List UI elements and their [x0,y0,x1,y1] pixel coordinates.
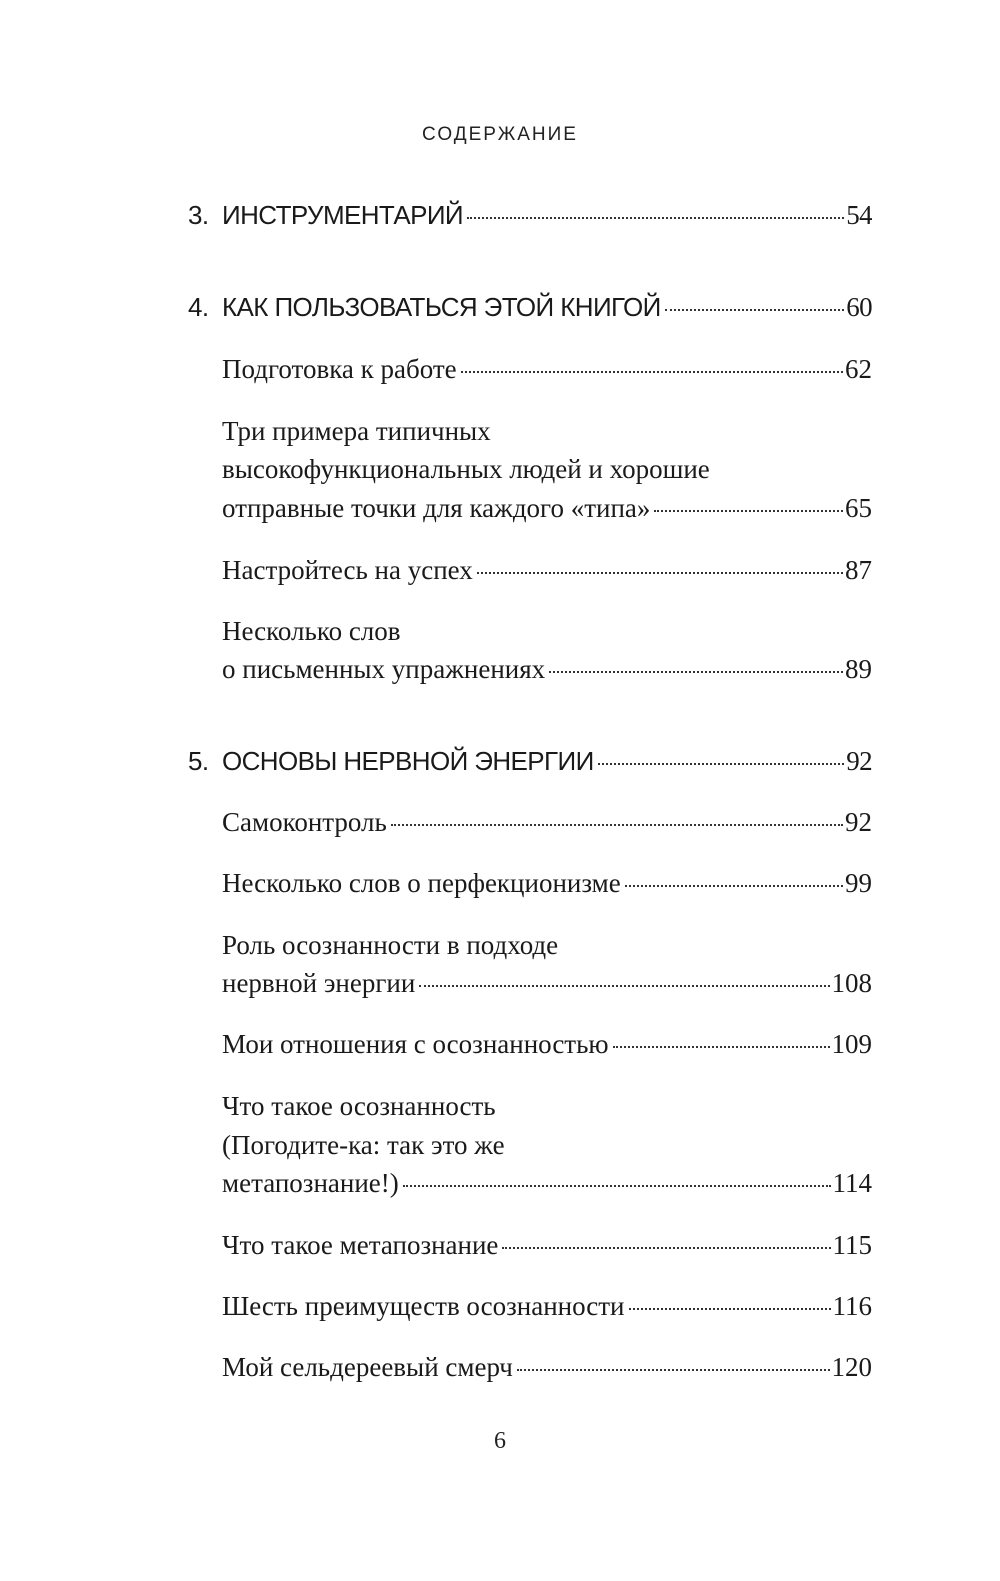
chapter-number: 4. [188,292,209,322]
page-number: 108 [831,968,872,998]
section-title-line: (Погодите-ка: так это же [222,1130,505,1160]
toc-chapter-3[interactable] [188,200,872,231]
dot-leader [419,985,829,987]
toc-chapter-4[interactable] [188,292,872,323]
dot-leader [467,217,844,219]
page-number: 109 [831,1029,872,1059]
page-header: СОДЕРЖАНИЕ [422,124,578,145]
section-title-line: Что такое осознанность [222,1091,496,1121]
dot-leader [502,1247,830,1249]
section-title: Настройтесь на успех [222,555,473,585]
dot-leader [517,1369,830,1371]
dot-leader [613,1046,830,1048]
page-number: 65 [845,493,872,523]
section-title: Мой сельдереевый смерч [222,1352,513,1382]
dot-leader [403,1185,831,1187]
toc-section-success[interactable] [222,555,872,586]
toc-section-what-is-mindfulness[interactable] [222,1168,872,1199]
section-title: отправные точки для каждого «типа» [222,493,651,523]
section-title: Несколько слов о перфекционизме [222,868,621,898]
page-number: 115 [832,1230,872,1260]
dot-leader [391,824,843,826]
dot-leader [598,763,844,765]
chapter-number: 5. [188,746,209,776]
dot-leader [625,885,843,887]
page-number: 54 [846,200,872,230]
toc-section-three-examples[interactable] [222,493,872,524]
chapter-number: 3. [188,200,209,230]
page-number: 92 [845,807,872,837]
section-title: Самоконтроль [222,807,387,837]
dot-leader [549,671,843,673]
section-title: нервной энергии [222,968,416,998]
page-number: 87 [845,555,872,585]
chapter-title: ОСНОВЫ НЕРВНОЙ ЭНЕРГИИ [222,746,594,776]
toc-section-mindfulness-role[interactable] [222,968,872,999]
page-number: 120 [831,1352,872,1382]
dot-leader [654,510,843,512]
toc-section-self-control[interactable] [222,807,872,838]
page-number: 114 [832,1168,872,1198]
page-number: 89 [845,654,872,684]
toc-section-my-relationship[interactable] [222,1029,872,1060]
section-title-line: высокофункциональных людей и хорошие [222,454,710,484]
toc-section-writing-exercises[interactable] [222,654,872,685]
toc-section-six-benefits[interactable] [222,1291,872,1322]
toc-chapter-5[interactable] [188,746,872,777]
dot-leader [665,309,844,311]
section-title: Подготовка к работе [222,354,457,384]
folio-page-number: 6 [494,1428,506,1454]
section-title-line: Несколько слов [222,616,401,646]
section-title: Мои отношения с осознанностью [222,1029,609,1059]
toc-section-celery-tornado[interactable] [222,1352,872,1383]
section-title: Что такое метапознание [222,1230,499,1260]
toc-section-preparation[interactable] [222,354,872,385]
page-number: 92 [846,746,872,776]
dot-leader [461,371,843,373]
dot-leader [629,1308,831,1310]
chapter-title: ИНСТРУМЕНТАРИЙ [222,200,463,230]
section-title-line: Роль осознанности в подходе [222,930,559,960]
dot-leader [477,572,843,574]
section-title: метапознание!) [222,1168,399,1198]
section-title: Шесть преимуществ осознанности [222,1291,625,1321]
chapter-title: КАК ПОЛЬЗОВАТЬСЯ ЭТОЙ КНИГОЙ [222,292,661,322]
page-number: 116 [832,1291,872,1321]
page-number: 62 [845,354,872,384]
section-title: о письменных упражнениях [222,654,546,684]
toc-section-perfectionism[interactable] [222,868,872,899]
toc-section-metacognition[interactable] [222,1230,872,1261]
section-title-line: Три примера типичных [222,416,491,446]
page-number: 60 [846,292,872,322]
page-number: 99 [845,868,872,898]
